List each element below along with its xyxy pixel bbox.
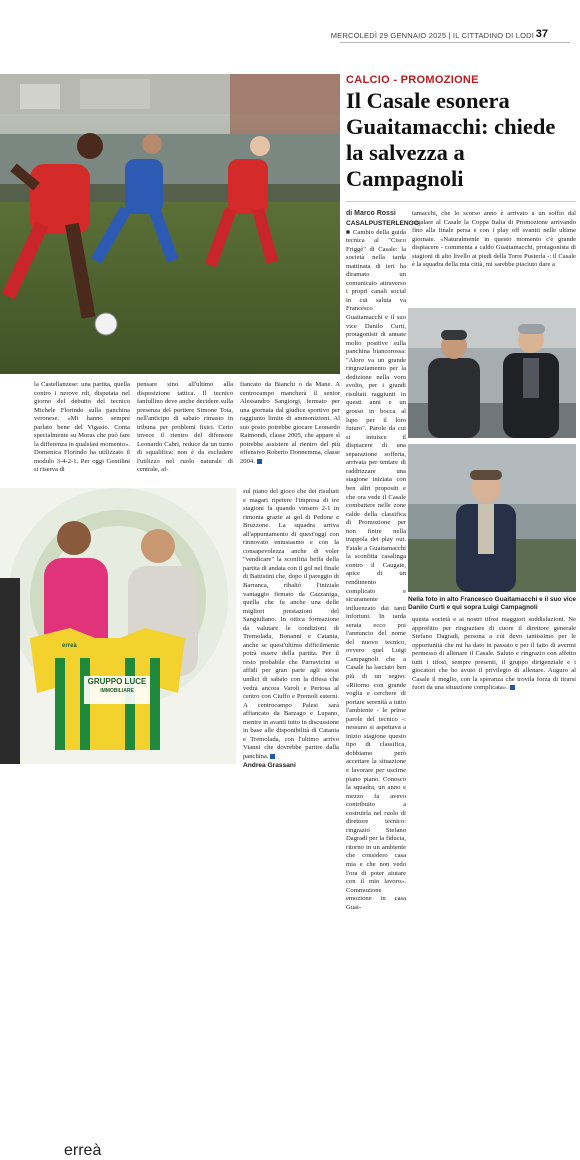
author-name: di Marco Rossi — [346, 210, 396, 217]
article-column-3-text: questa società e ai nostri tifosi maggiori soddisfazioni. Ne approfitto per ringraziare di cuore il direttore generale Stefano Dagradi, persona a cui devo tantissimo per le opportunità che mi ha dato in passato e per il fatto di avermi permesso di allenare il Casale. Saluto e ringrazio con affetto tutti i tifosi, sempre presenti, il gruppo dirigenziale e i giocatori che ho avuto il privilegio di allenare. Auguro al Casale il meglio, con la speranza che trovila forza di tirarsi fuori da una situazione complicata». — [412, 616, 576, 692]
end-mark — [510, 685, 515, 690]
story-signature: Andrea Grassani — [243, 761, 296, 769]
signing-photo — [0, 488, 236, 1159]
report-column-a-text: la Castellanzese: una partita, quella contro i nerove rdi, disputata nel giorno del debutto del tecnico Michele Florindo sulla panchina veronese. «Mi hanno sempre parlato bene del Vigasio. Conta specialmente su Moras che può fare la differenza in qualsiasi momento». Domenica Florindo ha utilizzato il modulo 3-4-2-1. Per oggi Gentilini si riserva di — [34, 381, 131, 474]
sidebar-story-column — [243, 488, 339, 769]
jersey-sponsor — [86, 678, 148, 695]
report-column-b-text: pensare sino all'ultimo alla disposizione tattica. Il tecnico fanfullino deve anche decidere sulla presenza del portiere Simone Tota, nell'anticipo di sabato rimasto in tribuna per problemi fisici. Certo invece il rientro del difensore Leonardo Cabri, reduce da un turno di squalifica: non è da escludere l'utilizzo nel ruolo naturale di centrale, af- — [137, 381, 233, 474]
page-number: 37 — [535, 28, 548, 40]
jersey-sponsor-sub: IMMOBILIARE — [100, 688, 134, 694]
report-column-c-text: fiancato da Bianchi o da Mane. A centrocampo mancherà il senior Alessandro Sangiorgi, fermato per una giornata dal giudice sportivo per raggiunto limite di ammonizioni. Al suo posto potrebbe giocare Leonardo Raimondi, classe 2005, che appare sì potrebbe assistere al rientro del più offensivo Roberto Donnemma, classe 2004. — [240, 381, 340, 465]
article-column-1-text: ■ Cambio della guida tecnica al "Cisco Friggè" di Casale: la società nella tarda mattinata di ieri ha diramato un comunicato attraverso i propri canali social in cui saluta va Francesco Guaitamacchi e il suo vice Danilo Curti, protagonisti di annate molto positive sulla panchina biancorossa: "Aloro va un grande ringraziamento per la dedizione nella voro svolto, per i grandi risultati raggiunti in questi anni e un grosso in bocca al lupo per il loro futuro". Parole da cui si intuisce il dispiacere di una separazione sofferta, arrivata per tentare di raddrizzare una stagione iniziata con ben altri propositi e che ora vede il Casale combattere nelle zone calde della classifica di Promozione per non finire nella trappola dei play out. Fatale a Guaitamacchi la sconfitta casalinga contro il Caugate, apice di un rendimento complicato e sicuramente influenzato dai tanti infortuni. In tarda serata ecco poi l'annuncio del nome del nuovo tecnico, ovvero quel Luigi Campagnoli che a Casale ha lasciato ben più di un segno: «Ritorno con grande voglia e cerchere di portare serenità a tutto l'ambiente - le prime parole del tecnico -: nessuno si aspettava a inizio stagione questo tipo di classifica, dobbiamo però accettare la situazione e lavorare per uscirne piano piano. Conosco la squadra, un anno e mezzo fa avevo contribuito a costruirla nel ruolo di direttore tecnico: ringrazio Stefano Dagradi per la fiducia, ritorno in un ambiente che considero casa mia e che non vedo l'ora di poter aiutare con il mio lavoro». Commozione emozione in casa Guai- — [346, 228, 406, 911]
signing-illustration — [0, 488, 236, 764]
match-action-photo — [0, 74, 340, 374]
coaches-photo — [408, 308, 576, 438]
match-photo-illustration — [0, 74, 340, 374]
article-column-2 — [412, 210, 576, 305]
dateline: CASALPUSTERLENGO — [346, 220, 419, 227]
end-mark — [257, 459, 262, 464]
article-column-3 — [412, 616, 576, 766]
campagnoli-illustration — [408, 444, 576, 592]
campagnoli-photo — [408, 444, 576, 592]
coaches-illustration — [408, 308, 576, 438]
article-column-2-text: tamacchi, che lo scorso anno è arrivato a un soffio dal regalare al Casale la Coppa Italia di Promozione arrivando fino alla finale persa e con i play off svaniti nelle ultime giornate. «Naturalmente in questo momento c'è grande dispiacere - commenta a caldo Guaitamacchi, protagonista di stagioni di alto livello ai piedi della Torre Pusterla -: il Casale è la squadra della mia città, mi sarebbe piaciuto dare a — [412, 210, 576, 269]
sidebar-story-text: sul piano del gioco che dei risultati e magari ripetere l'impresa di tre stagioni fa quando vinsero 2-1 in rimonta grazie ai gol di Pedone e Bruzzone. La squadra arriva all'appuntamento di quest'oggi con rinnovato entusiasmo e con la consapevolezza anche di voler "vendicare" la sconfitta beffa della partita di andata con il gol nel finale di Battistini che, dopo il pareggio di Barranca, ribaltò l'iniziale vantaggio firmato da Cazzaniga, quella che fu anche una delle migliori prestazioni del Sangiuliano. In ottica formazione da valutare le condizioni di Tremolada, Bonanni e Catania, anche se quest'ultimo difficilmente potrà essere della partita. Per il resto probabile che Parravicini si affidi per gran parte agli stessi undici di sabato con la difesa che vedrà ancora Varoli e Pertosa al centro con Ciuffo e Premoli esterni. A centrocampo Palesi sarà affiancato da Barzago e Lupano, mentre in avanti tutto in discussione in base alle disponibilità di Catania e Tremolada, con l'ultimo arrivo Vianni che dovrebbe partire dalla panchina. — [243, 488, 339, 760]
jersey-brand-label: erreà — [62, 643, 77, 649]
jersey-brand: erreà — [64, 1142, 102, 1159]
byline — [346, 210, 396, 217]
article-column-1 — [346, 220, 419, 911]
page-header — [0, 0, 580, 46]
header-meta: MERCOLEDÌ 29 GENNAIO 2025 | IL CITTADINO DI LODI — [330, 31, 534, 40]
end-mark — [270, 754, 275, 759]
report-column-c — [240, 381, 340, 481]
section-label: CALCIO - PROMOZIONE — [346, 74, 479, 86]
header-divider — [340, 42, 570, 43]
football — [95, 313, 117, 335]
jersey-sponsor-name: GRUPPO LUCE — [87, 677, 147, 686]
article-headline: Il Casale esonera Guaitamacchi: chiede la salvezza a Campagnoli — [346, 88, 556, 191]
report-column-a — [34, 381, 130, 481]
headline-divider — [346, 201, 576, 202]
photo-caption: Nella foto in alto Francesco Guaitamacchi e il suo vice Danilo Curti e qui sopra Luigi Campagnoli — [408, 596, 576, 611]
report-column-b — [137, 381, 233, 481]
